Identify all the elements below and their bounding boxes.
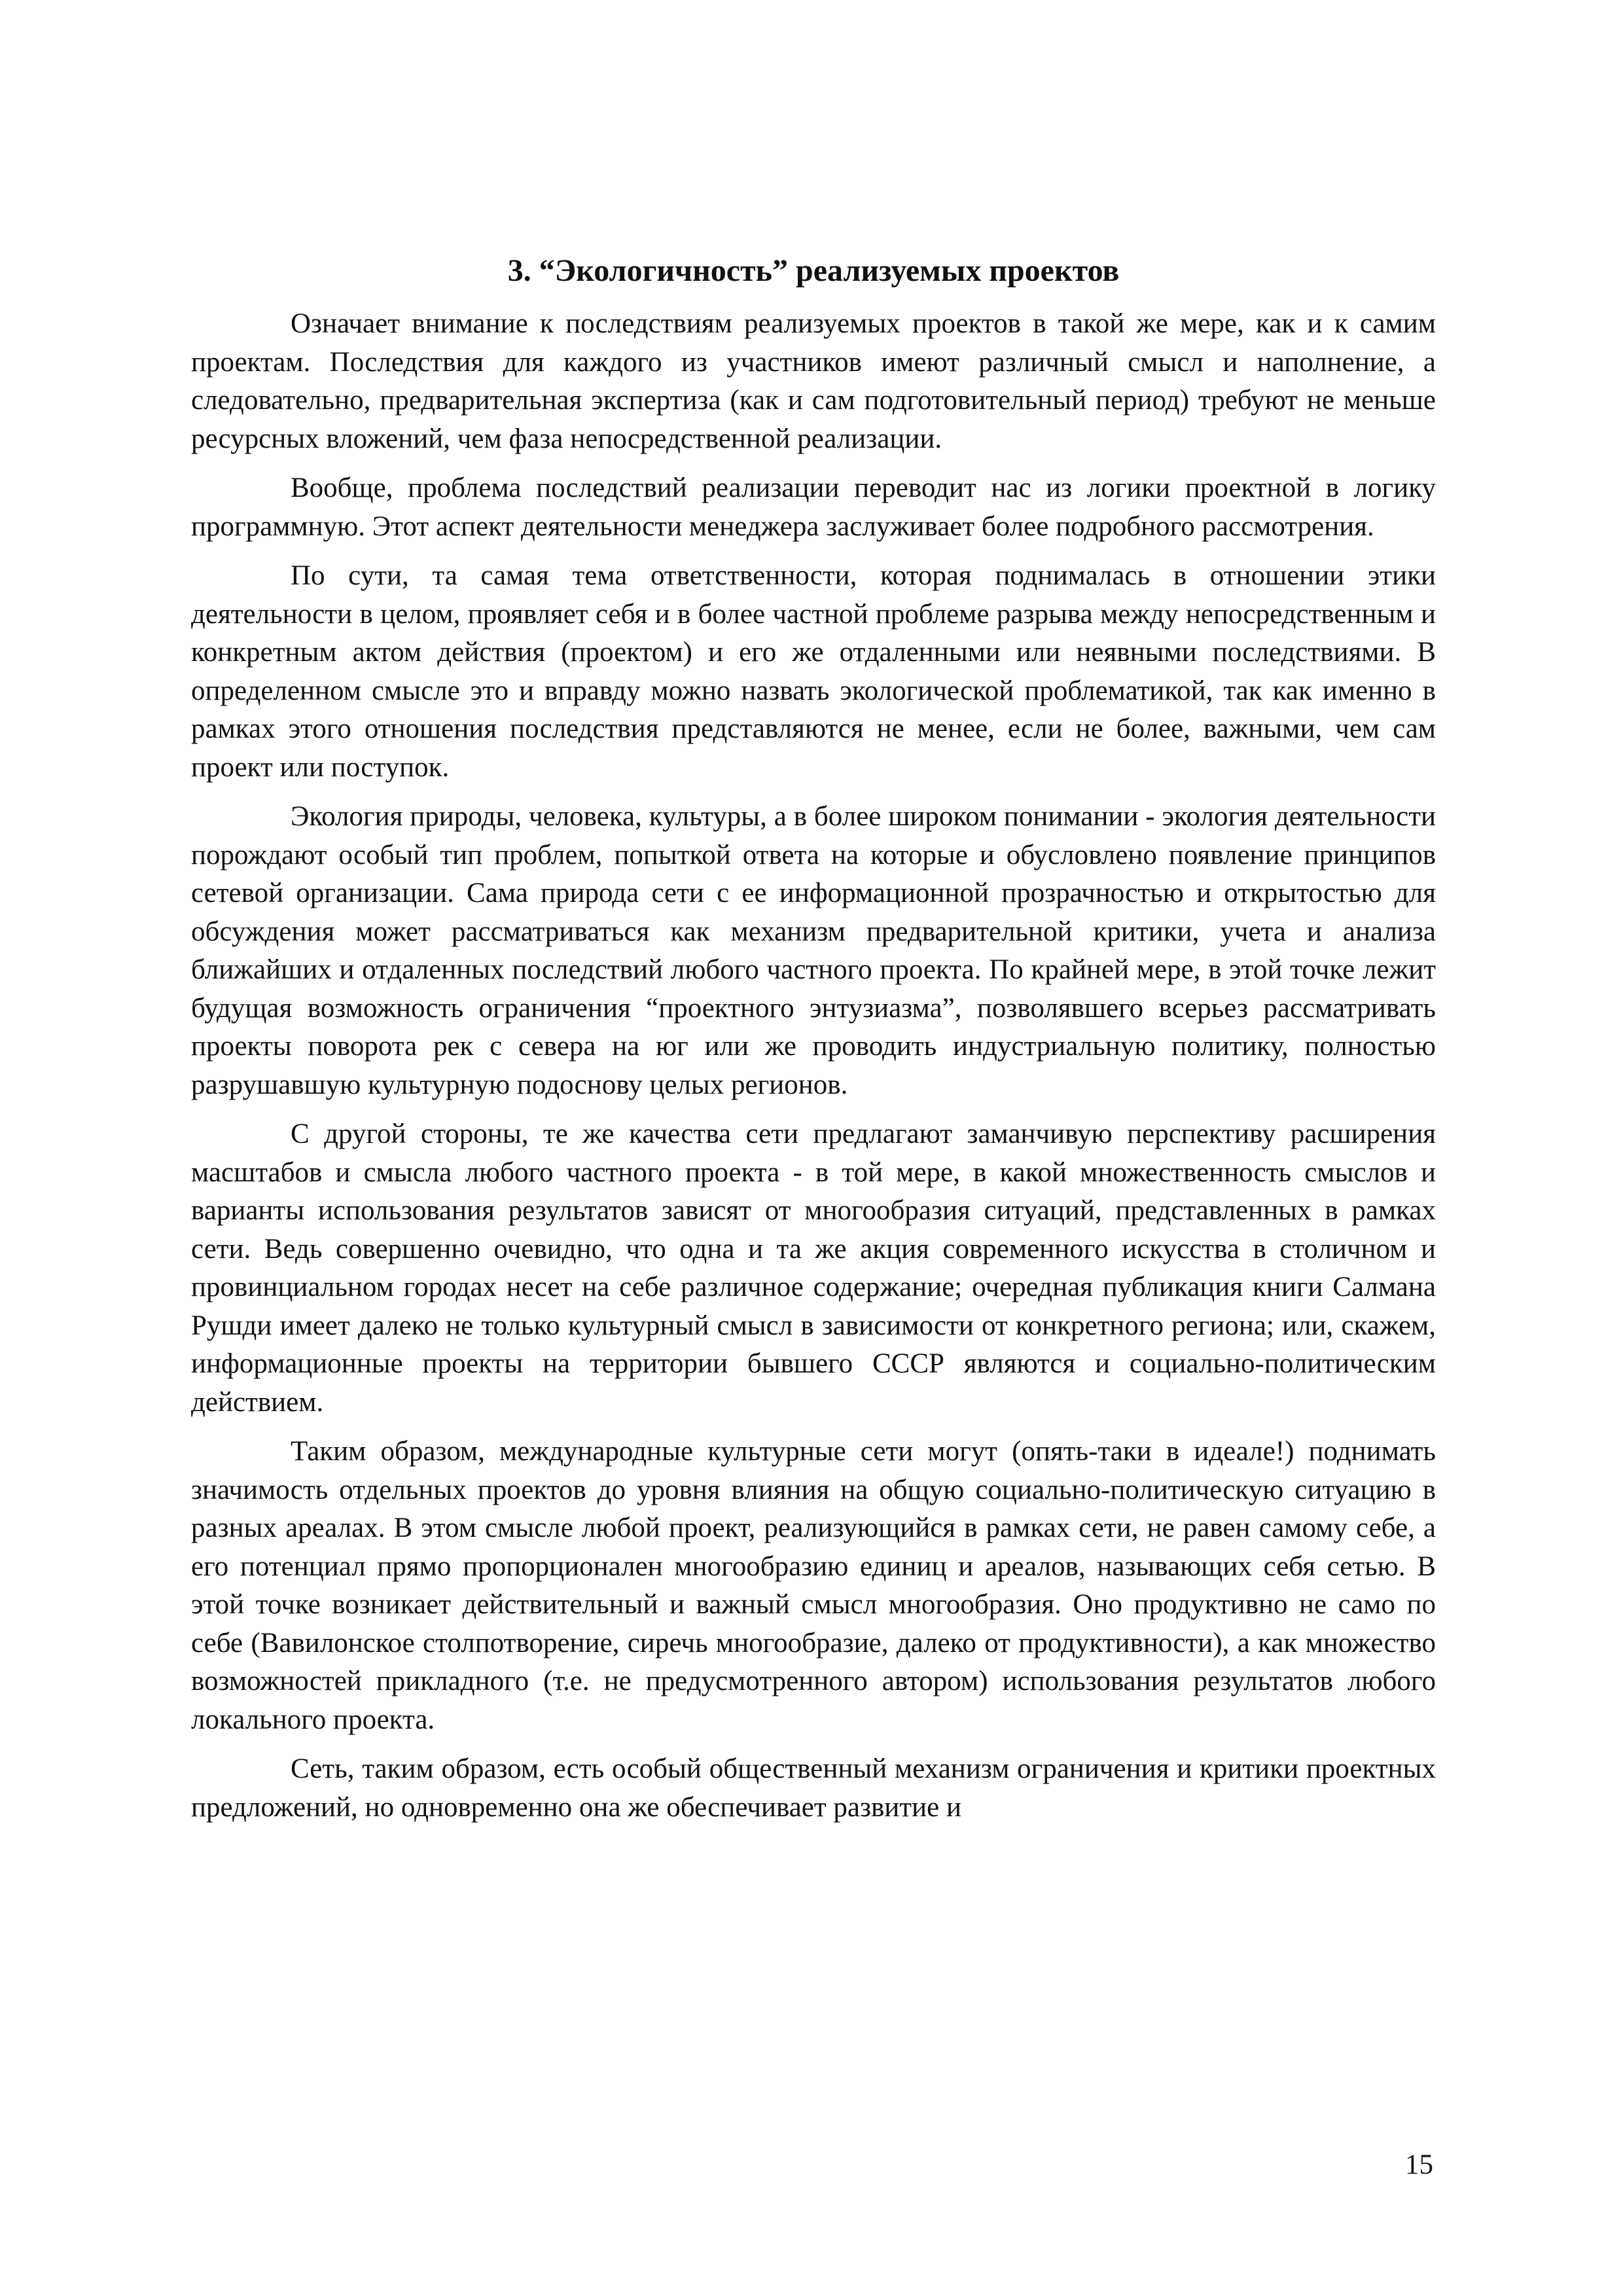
paragraph: Сеть, таким образом, есть особый общественный механизм ограничения и критики проектных предложений, но одновременно она же обеспечивает развитие и <box>191 1753 1436 1823</box>
section-heading: 3. “Экологичность” реализуемых проектов <box>507 253 1120 288</box>
body-text <box>191 305 1436 1838</box>
paragraph: Означает внимание к последствиям реализуемых проектов в такой же мере, как и к самим проектам. Последствия для каждого из участников имеют различный смысл и наполнение, а следовательно, предварительная экспертиза (как и сам подготовительный период) требуют не меньше ресурсных вложений, чем фаза непосредственной реализации. <box>191 308 1436 454</box>
paragraph: Вообще, проблема последствий реализации переводит нас из логики проектной в логику программную. Этот аспект деятельности менеджера заслуживает более подробного рассмотрения. <box>191 473 1436 542</box>
paragraph: С другой стороны, те же качества сети предлагают заманчивую перспективу расширения масштабов и смысла любого частного проекта - в той мере, в какой множественность смыслов и варианты использования результатов зависят от многообразия ситуаций, представленных в рамках сети. Ведь совершенно очевидно, что одна и та же акция современного искусства в столичном и провинциальном городах несет на себе различное содержание; очередная публикация книги Салмана Рушди имеет далеко не только культурный смысл в зависимости от конкретного региона; или, скажем, информационные проекты на территории бывшего СССР являются и социально-политическим действием. <box>191 1119 1436 1418</box>
paragraph: Таким образом, международные культурные сети могут (опять-таки в идеале!) поднимать значимость отдельных проектов до уровня влияния на общую социально-политическую ситуацию в разных ареалах. В этом смысле любой проект, реализующийся в рамках сети, не равен самому себе, а его потенциал прямо пропорционален многообразию единиц и ареалов, называющих себя сетью. В этой точке возникает действительный и важный смысл многообразия. Оно продуктивно не само по себе (Вавилонское столпотворение, сиречь многообразие, далеко от продуктивности), а как множество возможностей прикладного (т.е. не предусмотренного автором) использования результатов любого локального проекта. <box>191 1436 1436 1735</box>
paragraph: Экология природы, человека, культуры, а в более широком понимании - экология деятельности порождают особый тип проблем, попыткой ответа на которые и обусловлено появление принципов сетевой организации. Сама природа сети с ее информационной прозрачностью и открытостью для обсуждения может рассматриваться как механизм предварительной критики, учета и анализа ближайших и отдаленных последствий любого частного проекта. По крайней мере, в этой точке лежит будущая возможность ограничения “проектного энтузиазма”, позволявшего всерьез рассматривать проекты поворота рек с севера на юг или же проводить индустриальную политику, полностью разрушавшую культурную подоснову целых регионов. <box>191 801 1436 1100</box>
paragraph: По сути, та самая тема ответственности, которая поднималась в отношении этики деятельности в целом, проявляет себя и в более частной проблеме разрыва между непосредственным и конкретным актом действия (проектом) и его же отдаленными или неявными последствиями. В определенном смысле это и вправду можно назвать экологической проблематикой, так как именно в рамках этого отношения последствия представляются не менее, если не более, важными, чем сам проект или поступок. <box>191 560 1436 783</box>
page-number: 15 <box>1405 2149 1433 2180</box>
